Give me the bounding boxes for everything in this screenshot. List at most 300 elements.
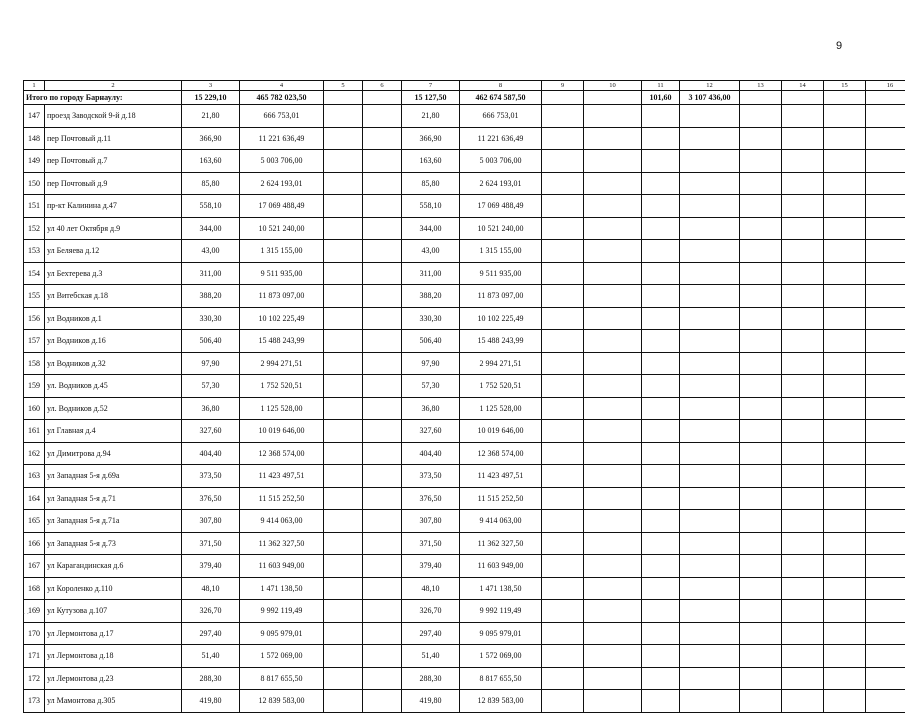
table-row bbox=[24, 465, 905, 488]
area-2: 376,50 bbox=[402, 487, 460, 510]
cell bbox=[542, 352, 584, 375]
cell bbox=[324, 262, 363, 285]
cost: 1 315 155,00 bbox=[240, 240, 324, 263]
table-row bbox=[24, 195, 905, 218]
cell bbox=[324, 240, 363, 263]
cost-2: 1 315 155,00 bbox=[460, 240, 542, 263]
cost: 1 125 528,00 bbox=[240, 397, 324, 420]
table-row bbox=[24, 667, 905, 690]
cell bbox=[866, 375, 905, 398]
address: ул Главная д.4 bbox=[45, 420, 182, 443]
cell bbox=[866, 690, 905, 713]
address: ул Кутузова д.107 bbox=[45, 600, 182, 623]
area-2: 297,40 bbox=[402, 622, 460, 645]
area-2: 85,80 bbox=[402, 172, 460, 195]
table-row bbox=[24, 622, 905, 645]
total-label: Итого по городу Барнаулу: bbox=[24, 91, 182, 105]
column-number: 13 bbox=[740, 81, 782, 91]
cell bbox=[740, 172, 782, 195]
area-2: 371,50 bbox=[402, 532, 460, 555]
cost: 11 873 097,00 bbox=[240, 285, 324, 308]
cell bbox=[824, 690, 866, 713]
cell bbox=[740, 127, 782, 150]
cell bbox=[542, 240, 584, 263]
cost: 10 102 225,49 bbox=[240, 307, 324, 330]
cell bbox=[782, 127, 824, 150]
cell bbox=[740, 487, 782, 510]
cell bbox=[542, 195, 584, 218]
cell bbox=[584, 465, 642, 488]
area-2: 21,80 bbox=[402, 105, 460, 128]
cell bbox=[584, 622, 642, 645]
cell bbox=[680, 622, 740, 645]
area-2: 327,60 bbox=[402, 420, 460, 443]
cost-2: 12 839 583,00 bbox=[460, 690, 542, 713]
cell bbox=[542, 600, 584, 623]
cell bbox=[542, 330, 584, 353]
cell bbox=[680, 600, 740, 623]
cell bbox=[542, 442, 584, 465]
row-number: 152 bbox=[24, 217, 45, 240]
area: 21,80 bbox=[182, 105, 240, 128]
cell bbox=[824, 442, 866, 465]
cost-2: 9 095 979,01 bbox=[460, 622, 542, 645]
row-number: 165 bbox=[24, 510, 45, 533]
cell bbox=[584, 127, 642, 150]
cell bbox=[782, 465, 824, 488]
column-number-row bbox=[24, 81, 905, 91]
cell bbox=[324, 172, 363, 195]
cost-2: 11 362 327,50 bbox=[460, 532, 542, 555]
cell bbox=[642, 285, 680, 308]
cell bbox=[363, 262, 402, 285]
cell bbox=[866, 150, 905, 173]
cell bbox=[824, 217, 866, 240]
cell bbox=[324, 667, 363, 690]
cell bbox=[542, 667, 584, 690]
cost-2: 11 221 636,49 bbox=[460, 127, 542, 150]
table-row bbox=[24, 127, 905, 150]
cell bbox=[866, 172, 905, 195]
total-area-2: 15 127,50 bbox=[402, 91, 460, 105]
area-2: 379,40 bbox=[402, 555, 460, 578]
table-row bbox=[24, 217, 905, 240]
cell bbox=[642, 555, 680, 578]
cell bbox=[324, 645, 363, 668]
area: 404,40 bbox=[182, 442, 240, 465]
cell bbox=[542, 510, 584, 533]
cell bbox=[642, 150, 680, 173]
cell bbox=[363, 150, 402, 173]
area: 43,00 bbox=[182, 240, 240, 263]
area-2: 330,30 bbox=[402, 307, 460, 330]
cell bbox=[324, 622, 363, 645]
cost: 1 572 069,00 bbox=[240, 645, 324, 668]
address: ул Лермонтова д.23 bbox=[45, 667, 182, 690]
cell bbox=[584, 532, 642, 555]
cell bbox=[584, 375, 642, 398]
cell bbox=[824, 195, 866, 218]
cell bbox=[782, 375, 824, 398]
table-row bbox=[24, 397, 905, 420]
cell bbox=[324, 330, 363, 353]
cost: 11 221 636,49 bbox=[240, 127, 324, 150]
cell bbox=[324, 510, 363, 533]
cell bbox=[324, 600, 363, 623]
area-2: 506,40 bbox=[402, 330, 460, 353]
cell bbox=[324, 285, 363, 308]
cell bbox=[782, 577, 824, 600]
cell bbox=[782, 330, 824, 353]
area: 85,80 bbox=[182, 172, 240, 195]
cell bbox=[866, 555, 905, 578]
area: 163,60 bbox=[182, 150, 240, 173]
address: ул. Водников д.45 bbox=[45, 375, 182, 398]
cell bbox=[642, 667, 680, 690]
cell bbox=[363, 307, 402, 330]
cell bbox=[642, 172, 680, 195]
cell bbox=[642, 195, 680, 218]
cell bbox=[680, 577, 740, 600]
cell bbox=[363, 442, 402, 465]
table-row bbox=[24, 172, 905, 195]
cell bbox=[866, 397, 905, 420]
cost-2: 9 414 063,00 bbox=[460, 510, 542, 533]
cell bbox=[584, 397, 642, 420]
cell bbox=[584, 510, 642, 533]
area-2: 326,70 bbox=[402, 600, 460, 623]
cell bbox=[740, 577, 782, 600]
cell bbox=[542, 622, 584, 645]
cell bbox=[866, 532, 905, 555]
cell bbox=[782, 645, 824, 668]
cell bbox=[866, 307, 905, 330]
cell bbox=[866, 262, 905, 285]
cell bbox=[680, 442, 740, 465]
cell bbox=[680, 307, 740, 330]
cell bbox=[642, 105, 680, 128]
cell bbox=[642, 217, 680, 240]
area-2: 373,50 bbox=[402, 465, 460, 488]
cell bbox=[782, 510, 824, 533]
cell bbox=[642, 442, 680, 465]
column-number: 6 bbox=[363, 81, 402, 91]
area-2: 288,30 bbox=[402, 667, 460, 690]
cell bbox=[824, 622, 866, 645]
cell bbox=[584, 285, 642, 308]
cell bbox=[584, 352, 642, 375]
area-2: 419,80 bbox=[402, 690, 460, 713]
cell bbox=[782, 217, 824, 240]
cell bbox=[642, 487, 680, 510]
cost: 8 817 655,50 bbox=[240, 667, 324, 690]
cost-2: 12 368 574,00 bbox=[460, 442, 542, 465]
cost-2: 10 019 646,00 bbox=[460, 420, 542, 443]
table-row bbox=[24, 262, 905, 285]
cell bbox=[782, 397, 824, 420]
cell bbox=[363, 105, 402, 128]
cell bbox=[740, 420, 782, 443]
cost: 9 095 979,01 bbox=[240, 622, 324, 645]
cell bbox=[824, 532, 866, 555]
cost-2: 11 603 949,00 bbox=[460, 555, 542, 578]
table-row bbox=[24, 330, 905, 353]
row-number: 158 bbox=[24, 352, 45, 375]
cell bbox=[324, 555, 363, 578]
area-2: 43,00 bbox=[402, 240, 460, 263]
cell bbox=[584, 195, 642, 218]
cost: 15 488 243,99 bbox=[240, 330, 324, 353]
row-number: 171 bbox=[24, 645, 45, 668]
area-2: 97,90 bbox=[402, 352, 460, 375]
area: 373,50 bbox=[182, 465, 240, 488]
row-number: 151 bbox=[24, 195, 45, 218]
row-number: 168 bbox=[24, 577, 45, 600]
cell bbox=[363, 465, 402, 488]
cell bbox=[542, 172, 584, 195]
cell bbox=[642, 262, 680, 285]
cell bbox=[542, 285, 584, 308]
address: ул Западная 5-я д.69а bbox=[45, 465, 182, 488]
total-cost-2: 462 674 587,50 bbox=[460, 91, 542, 105]
area: 97,90 bbox=[182, 352, 240, 375]
table-row bbox=[24, 487, 905, 510]
row-number: 162 bbox=[24, 442, 45, 465]
cell bbox=[584, 307, 642, 330]
cell bbox=[866, 442, 905, 465]
area-2: 404,40 bbox=[402, 442, 460, 465]
column-number: 8 bbox=[460, 81, 542, 91]
area: 330,30 bbox=[182, 307, 240, 330]
cell bbox=[542, 397, 584, 420]
cell bbox=[866, 195, 905, 218]
cell bbox=[324, 217, 363, 240]
cell bbox=[680, 667, 740, 690]
cell bbox=[866, 285, 905, 308]
cell bbox=[363, 420, 402, 443]
area: 297,40 bbox=[182, 622, 240, 645]
table-row bbox=[24, 555, 905, 578]
area: 48,10 bbox=[182, 577, 240, 600]
cell bbox=[642, 622, 680, 645]
cell bbox=[324, 442, 363, 465]
cell bbox=[824, 375, 866, 398]
cell bbox=[740, 307, 782, 330]
cell bbox=[363, 690, 402, 713]
cell bbox=[542, 532, 584, 555]
area-2: 51,40 bbox=[402, 645, 460, 668]
total-cost: 465 782 023,50 bbox=[240, 91, 324, 105]
register-table bbox=[23, 80, 905, 713]
area: 371,50 bbox=[182, 532, 240, 555]
address: ул Короленко д.110 bbox=[45, 577, 182, 600]
cell bbox=[324, 127, 363, 150]
cell bbox=[782, 600, 824, 623]
cell bbox=[866, 600, 905, 623]
cell bbox=[642, 127, 680, 150]
cell bbox=[680, 375, 740, 398]
cell bbox=[740, 195, 782, 218]
cost: 1 471 138,50 bbox=[240, 577, 324, 600]
cell bbox=[584, 217, 642, 240]
cell bbox=[866, 127, 905, 150]
cell bbox=[740, 217, 782, 240]
cell bbox=[542, 127, 584, 150]
row-number: 172 bbox=[24, 667, 45, 690]
address: ул Бехтерева д.3 bbox=[45, 262, 182, 285]
cell bbox=[363, 195, 402, 218]
cost-2: 10 521 240,00 bbox=[460, 217, 542, 240]
address: ул Западная 5-я д.71а bbox=[45, 510, 182, 533]
cell bbox=[542, 690, 584, 713]
cell bbox=[782, 487, 824, 510]
cell bbox=[866, 330, 905, 353]
cell bbox=[824, 262, 866, 285]
cost: 2 994 271,51 bbox=[240, 352, 324, 375]
cell bbox=[680, 397, 740, 420]
cell bbox=[824, 91, 866, 105]
cell bbox=[824, 127, 866, 150]
cell bbox=[642, 352, 680, 375]
cell bbox=[866, 487, 905, 510]
cost-2: 11 423 497,51 bbox=[460, 465, 542, 488]
cost: 17 069 488,49 bbox=[240, 195, 324, 218]
cost-2: 9 992 119,49 bbox=[460, 600, 542, 623]
table-row bbox=[24, 690, 905, 713]
row-number: 167 bbox=[24, 555, 45, 578]
cell bbox=[324, 150, 363, 173]
cell bbox=[363, 375, 402, 398]
cell bbox=[782, 352, 824, 375]
area-2: 388,20 bbox=[402, 285, 460, 308]
cell bbox=[324, 91, 363, 105]
cell bbox=[363, 645, 402, 668]
column-number: 7 bbox=[402, 81, 460, 91]
cell bbox=[363, 285, 402, 308]
cost: 9 414 063,00 bbox=[240, 510, 324, 533]
cost-2: 5 003 706,00 bbox=[460, 150, 542, 173]
area: 307,80 bbox=[182, 510, 240, 533]
row-number: 159 bbox=[24, 375, 45, 398]
cell bbox=[740, 645, 782, 668]
cell bbox=[824, 105, 866, 128]
cell bbox=[866, 91, 905, 105]
cell bbox=[782, 172, 824, 195]
cost: 10 019 646,00 bbox=[240, 420, 324, 443]
cell bbox=[584, 240, 642, 263]
cost: 2 624 193,01 bbox=[240, 172, 324, 195]
cell bbox=[363, 397, 402, 420]
cell bbox=[680, 465, 740, 488]
cell bbox=[680, 217, 740, 240]
cell bbox=[363, 532, 402, 555]
cost-2: 15 488 243,99 bbox=[460, 330, 542, 353]
cell bbox=[866, 105, 905, 128]
cell bbox=[782, 285, 824, 308]
cell bbox=[542, 645, 584, 668]
cell bbox=[782, 105, 824, 128]
cell bbox=[824, 172, 866, 195]
column-number: 9 bbox=[542, 81, 584, 91]
cell bbox=[824, 577, 866, 600]
cost: 1 752 520,51 bbox=[240, 375, 324, 398]
row-number: 160 bbox=[24, 397, 45, 420]
cell bbox=[680, 285, 740, 308]
cell bbox=[324, 105, 363, 128]
area: 311,00 bbox=[182, 262, 240, 285]
row-number: 149 bbox=[24, 150, 45, 173]
address: ул Западная 5-я д.73 bbox=[45, 532, 182, 555]
row-number: 170 bbox=[24, 622, 45, 645]
cell bbox=[824, 555, 866, 578]
address: пр-кт Калинина д.47 bbox=[45, 195, 182, 218]
cost-2: 666 753,01 bbox=[460, 105, 542, 128]
cell bbox=[324, 375, 363, 398]
cell bbox=[642, 532, 680, 555]
cell bbox=[324, 690, 363, 713]
cost-2: 11 873 097,00 bbox=[460, 285, 542, 308]
table-row bbox=[24, 442, 905, 465]
cell bbox=[740, 397, 782, 420]
cell bbox=[680, 532, 740, 555]
cell bbox=[324, 420, 363, 443]
cell bbox=[363, 577, 402, 600]
cell bbox=[642, 600, 680, 623]
address: ул. Водников д.52 bbox=[45, 397, 182, 420]
cell bbox=[740, 667, 782, 690]
cell bbox=[542, 91, 584, 105]
cell bbox=[642, 330, 680, 353]
area: 57,30 bbox=[182, 375, 240, 398]
cell bbox=[584, 172, 642, 195]
table-row bbox=[24, 600, 905, 623]
cost: 11 362 327,50 bbox=[240, 532, 324, 555]
cell bbox=[584, 91, 642, 105]
cell bbox=[782, 307, 824, 330]
cell bbox=[542, 577, 584, 600]
cell bbox=[782, 667, 824, 690]
cell bbox=[542, 217, 584, 240]
area: 326,70 bbox=[182, 600, 240, 623]
cost: 12 839 583,00 bbox=[240, 690, 324, 713]
cell bbox=[740, 285, 782, 308]
cost: 12 368 574,00 bbox=[240, 442, 324, 465]
cell bbox=[824, 487, 866, 510]
cell bbox=[824, 600, 866, 623]
cell bbox=[740, 352, 782, 375]
row-number: 147 bbox=[24, 105, 45, 128]
cell bbox=[642, 397, 680, 420]
cell bbox=[363, 667, 402, 690]
cell bbox=[782, 240, 824, 263]
table-row bbox=[24, 105, 905, 128]
table-row bbox=[24, 240, 905, 263]
address: пер Почтовый д.11 bbox=[45, 127, 182, 150]
cell bbox=[824, 397, 866, 420]
cell bbox=[782, 262, 824, 285]
cell bbox=[680, 195, 740, 218]
column-number: 15 bbox=[824, 81, 866, 91]
cell bbox=[584, 420, 642, 443]
address: пер Почтовый д.7 bbox=[45, 150, 182, 173]
area: 506,40 bbox=[182, 330, 240, 353]
address: ул Водников д.1 bbox=[45, 307, 182, 330]
cell bbox=[363, 240, 402, 263]
address: ул Водников д.32 bbox=[45, 352, 182, 375]
cell bbox=[782, 690, 824, 713]
address: ул Витебская д.18 bbox=[45, 285, 182, 308]
cell bbox=[740, 600, 782, 623]
